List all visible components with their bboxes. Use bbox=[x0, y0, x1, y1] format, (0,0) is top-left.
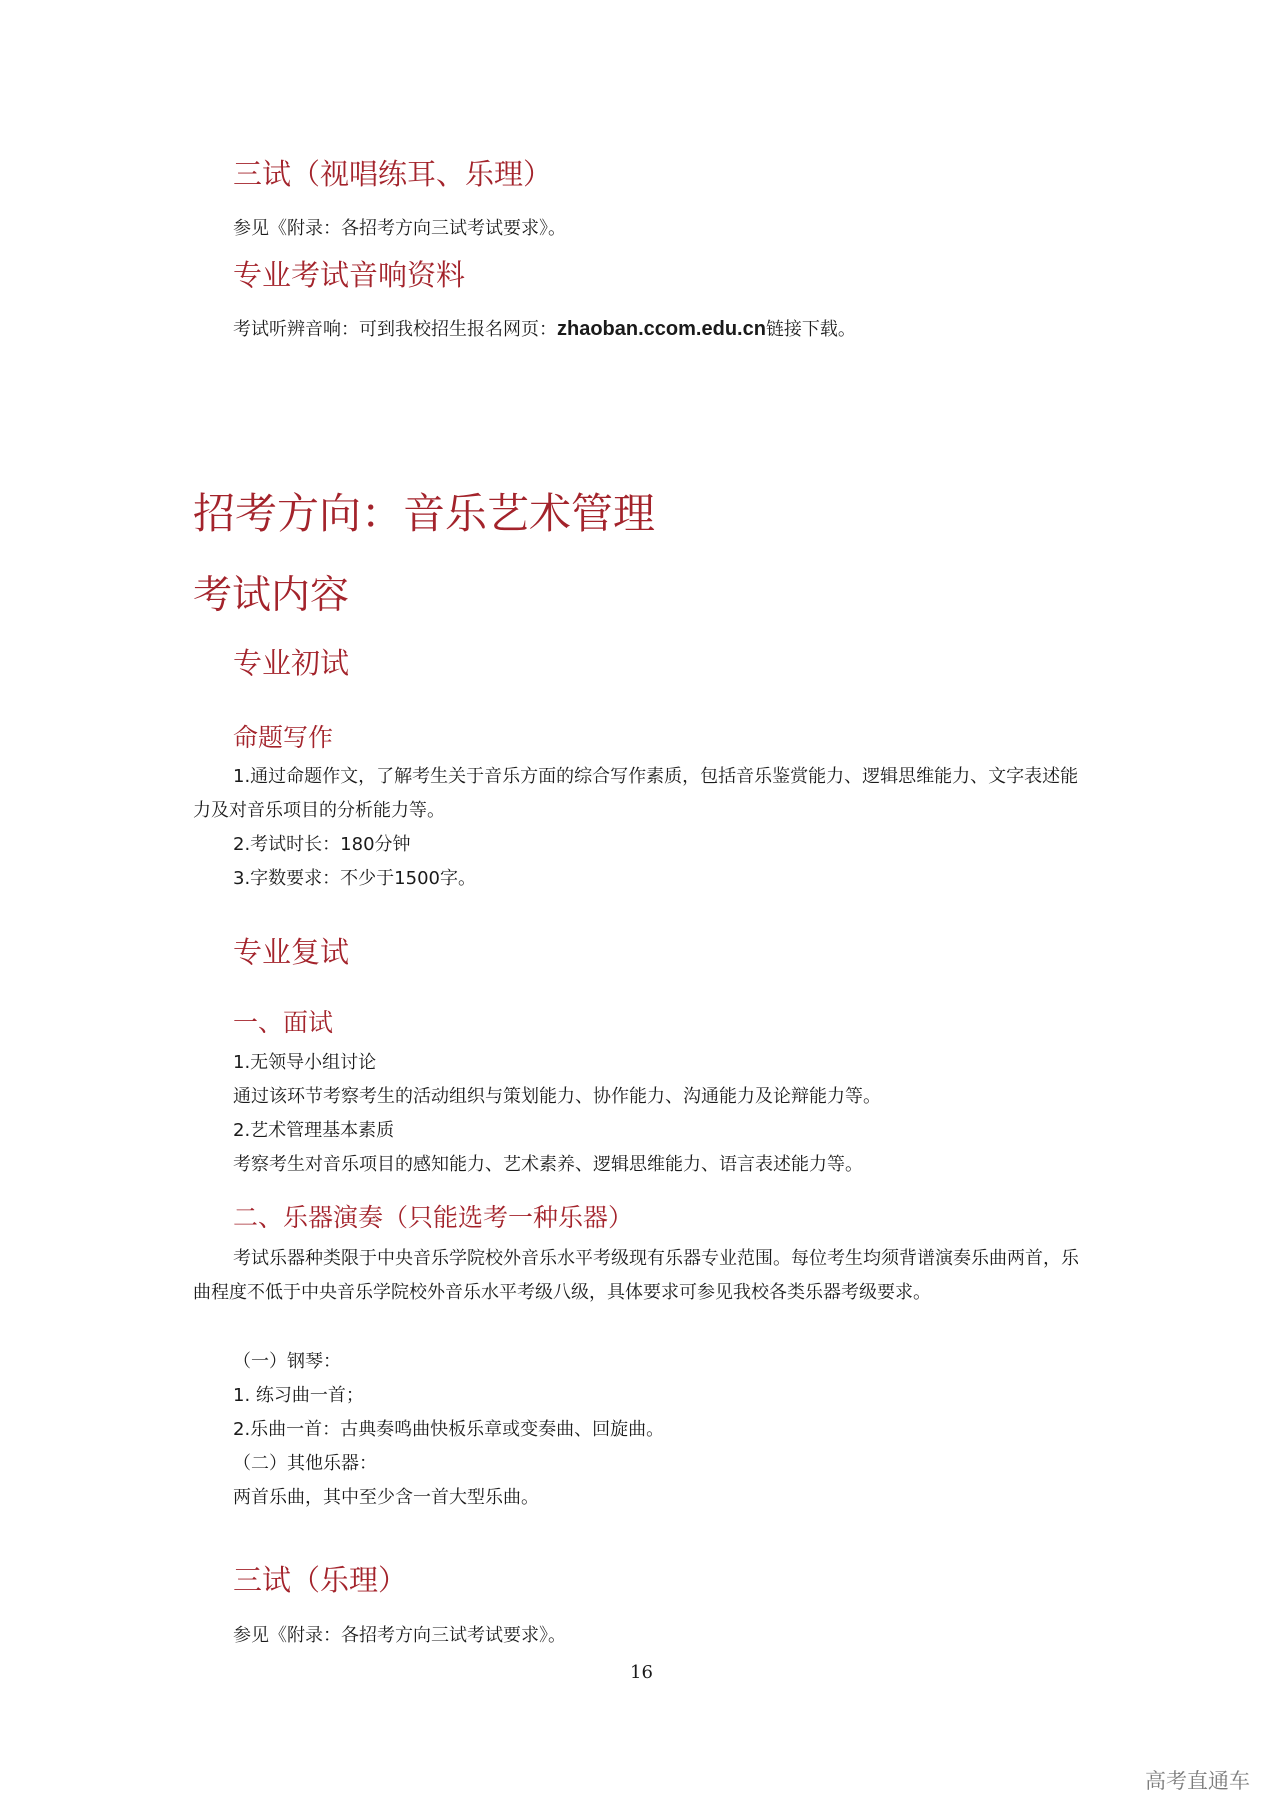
direction-title: 招考方向：音乐艺术管理 bbox=[193, 489, 656, 538]
sanshi-text-top: 参见《附录：各招考方向三试考试要求》。 bbox=[233, 218, 566, 239]
instrument-item-4: （二）其他乐器： bbox=[233, 1453, 377, 1474]
content-heading: 考试内容 bbox=[193, 573, 350, 618]
chushi-heading: 专业初试 bbox=[233, 646, 350, 680]
writing-item-1: 1.通过命题作文，了解考生关于音乐方面的综合写作素质，包括音乐鉴赏能力、逻辑思维能力、文字表述能力及对音乐项目的分析能力等。 bbox=[193, 766, 1079, 821]
audio-url-link[interactable]: zhaoban.ccom.edu.cn bbox=[557, 318, 766, 340]
writing-heading: 命题写作 bbox=[233, 723, 334, 752]
writing-item-3: 3.字数要求：不少于1500字。 bbox=[233, 868, 476, 889]
fushi-heading: 专业复试 bbox=[233, 935, 350, 969]
instrument-item-1: （一）钢琴： bbox=[233, 1351, 341, 1372]
interview-heading: 一、面试 bbox=[233, 1008, 334, 1037]
interview-item-4: 考察考生对音乐项目的感知能力、艺术素养、逻辑思维能力、语言表述能力等。 bbox=[233, 1154, 863, 1175]
interview-item-2: 通过该环节考察考生的活动组织与策划能力、协作能力、沟通能力及论辩能力等。 bbox=[233, 1086, 881, 1107]
page-number: 16 bbox=[630, 1662, 653, 1683]
audio-text-prefix: 考试听辨音响：可到我校招生报名网页： bbox=[233, 319, 557, 340]
interview-item-1: 1.无领导小组讨论 bbox=[233, 1052, 377, 1073]
sanshi-heading-top: 三试（视唱练耳、乐理） bbox=[233, 157, 553, 191]
instrument-item-5: 两首乐曲，其中至少含一首大型乐曲。 bbox=[233, 1487, 539, 1508]
interview-item-3: 2.艺术管理基本素质 bbox=[233, 1120, 395, 1141]
instrument-item-2: 1. 练习曲一首； bbox=[233, 1385, 364, 1406]
writing-item-2: 2.考试时长：180分钟 bbox=[233, 834, 411, 855]
audio-text bbox=[233, 312, 856, 347]
audio-heading: 专业考试音响资料 bbox=[233, 258, 466, 292]
instrument-intro: 考试乐器种类限于中央音乐学院校外音乐水平考级现有乐器专业范围。每位考生均须背谱演奏乐曲两首，乐曲程度不低于中央音乐学院校外音乐水平考级八级，具体要求可参见我校各类乐器考级要求。 bbox=[193, 1248, 1079, 1303]
audio-text-suffix: 链接下载。 bbox=[765, 319, 856, 340]
sanshi-heading-bottom: 三试（乐理） bbox=[233, 1563, 408, 1597]
instrument-item-3: 2.乐曲一首：古典奏鸣曲快板乐章或变奏曲、回旋曲。 bbox=[233, 1419, 665, 1440]
sanshi-text-bottom: 参见《附录：各招考方向三试考试要求》。 bbox=[233, 1625, 566, 1646]
watermark: 高考直通车 bbox=[1145, 1769, 1250, 1793]
instrument-heading: 二、乐器演奏（只能选考一种乐器） bbox=[233, 1203, 634, 1232]
